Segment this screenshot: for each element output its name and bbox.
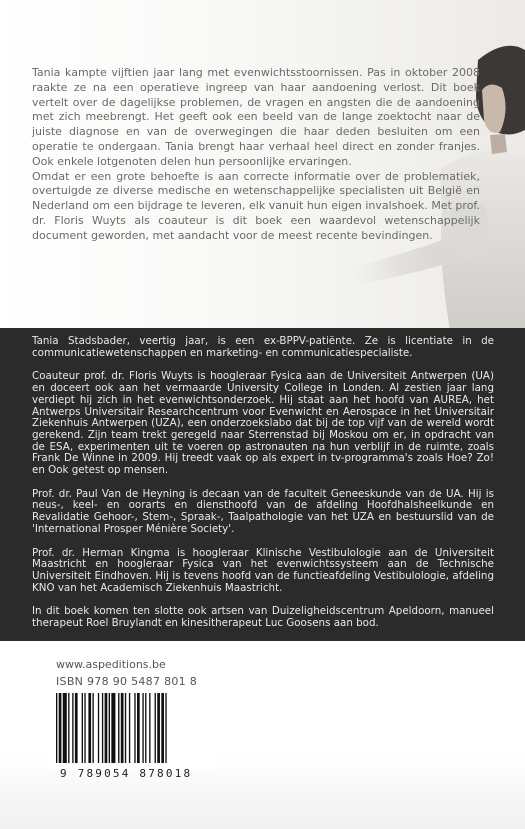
bio-herman-kingma: Prof. dr. Herman Kingma is hoogleraar Klinische Vestibulologie aan de Universiteit Maastricht en hoogleraar Fysica van het evenwichtssysteem aan de Technische Universiteit Eindhoven. Hij is tevens hoofd van de functieafdeling Vestibulologie, afdeling KNO van het Academisch Ziekenhuis Maastricht. — [32, 546, 494, 594]
barcode-bar — [102, 693, 103, 763]
barcode-area — [48, 693, 216, 771]
barcode-bar — [109, 693, 110, 763]
publisher-website[interactable]: www.aspeditions.be — [56, 658, 166, 671]
description-paragraph-1: Tania kampte vijftien jaar lang met evenwichtsstoornissen. Pas in oktober 2008 raakte ze na een operatieve ingreep van haar aandoening verlost. Dit boek vertelt over de dagelijkse problemen, de vragen en angsten die de aandoening met zich meebrengt. Het geeft ook een beeld van de lange zoektocht naar de juiste diagnose en van de overwegingen die haar deden besluiten om een operatie te ondergaan. Tania brengt haar verhaal heel direct en zonder franjes. Ook enkele lotgenoten delen hun persoonlijke ervaringen. — [32, 66, 480, 168]
bio-paul-van-de-heyning: Prof. dr. Paul Van de Heyning is decaan van de faculteit Geneeskunde van de UA. Hij is neus-, keel- en oorarts en diensthoofd van de afdeling Hoofdhalsheelkunde en Revalidatie Gehoor-, Stem-, Spraak-, Taalpathologie van het UZA en bestuurslid van de 'International Prosper Ménière Society'. — [32, 487, 494, 535]
book-description — [32, 66, 480, 244]
barcode-bar — [145, 693, 146, 763]
isbn-text: ISBN 978 90 5487 801 8 — [56, 675, 198, 688]
barcode — [48, 693, 216, 765]
bio-tania-stadsbader: Tania Stadsbader, veertig jaar, is een ex-BPPV-patiënte. Ze is licentiate in de communicatiewetenschappen en marketing- en communicatiespecialiste. — [32, 335, 494, 359]
barcode-bar — [129, 693, 130, 763]
barcode-bar — [98, 693, 99, 763]
other-contributors: In dit boek komen ten slotte ook artsen van Duizeligheidscentrum Apeldoorn, manueel therapeut Roel Bruylandt en kinesitherapeut Luc Goosens aan bod. — [32, 605, 494, 630]
author-bio-section — [0, 328, 525, 641]
barcode-bar — [63, 693, 67, 763]
barcode-bar — [92, 693, 93, 763]
barcode-bar — [121, 693, 124, 763]
barcode-bar — [59, 693, 62, 763]
barcode-bar — [56, 693, 57, 763]
barcode-bar — [72, 693, 73, 763]
barcode-number: 9 789054 878018 — [60, 767, 193, 780]
barcode-bar — [118, 693, 119, 763]
bio-floris-wuyts: Coauteur prof. dr. Floris Wuyts is hoogleraar Fysica aan de Universiteit Antwerpen (UA) en doceert ook aan het vermaarde University College in Londen. Al zestien jaar lang verdiept hij zich in het evenwichtsonderzoek. Hij staat aan het hoofd van AUREA, het Antwerps Universitair Researchcentrum voor Evenwicht en Aerospace in het Universitair Ziekenhuis Antwerpen (UZA), een onderzoekslabo dat bij de top vijf van de wereld wordt gerekend. Zijn team trekt geregeld naar Sterrenstad bij Moskou om er, in opdracht van de ESA, experimenten uit te voeren op astronauten na hun verblijf in de ruimte, zoals Frank De Winne in 2009. Hij treedt vaak op als expert in tv-programma's zoals Hoe? Zo! en Ook getest op mensen. — [32, 370, 494, 477]
barcode-bar — [157, 693, 160, 763]
barcode-bar — [82, 693, 83, 763]
barcode-bar — [155, 693, 156, 763]
barcode-bar — [105, 693, 108, 763]
barcode-bar — [88, 693, 91, 763]
barcode-bar — [68, 693, 69, 763]
publisher-section — [0, 641, 525, 829]
barcode-bar — [84, 693, 85, 763]
barcode-bar — [149, 693, 150, 763]
barcode-bar — [75, 693, 78, 763]
description-paragraph-2: Omdat er een grote behoefte is aan correcte informatie over de problematiek, overtuigde ze diverse medische en wetenschappelijke specialisten uit België en Nederland om een bijdrage te leveren, elk vanuit hun eigen invalshoek. Met prof. dr. Floris Wuyts als coauteur is dit boek een waardevol wetenschappelijk document geworden, met aandacht voor de meest recente bevindingen. — [32, 169, 480, 242]
top-section — [0, 0, 525, 328]
barcode-bar — [137, 693, 140, 763]
barcode-bar — [165, 693, 166, 763]
author-bios — [32, 336, 494, 642]
barcode-bar — [142, 693, 143, 763]
barcode-bar — [161, 693, 164, 763]
barcode-bar — [134, 693, 135, 763]
barcode-bar — [111, 693, 115, 763]
barcode-bar — [125, 693, 126, 763]
